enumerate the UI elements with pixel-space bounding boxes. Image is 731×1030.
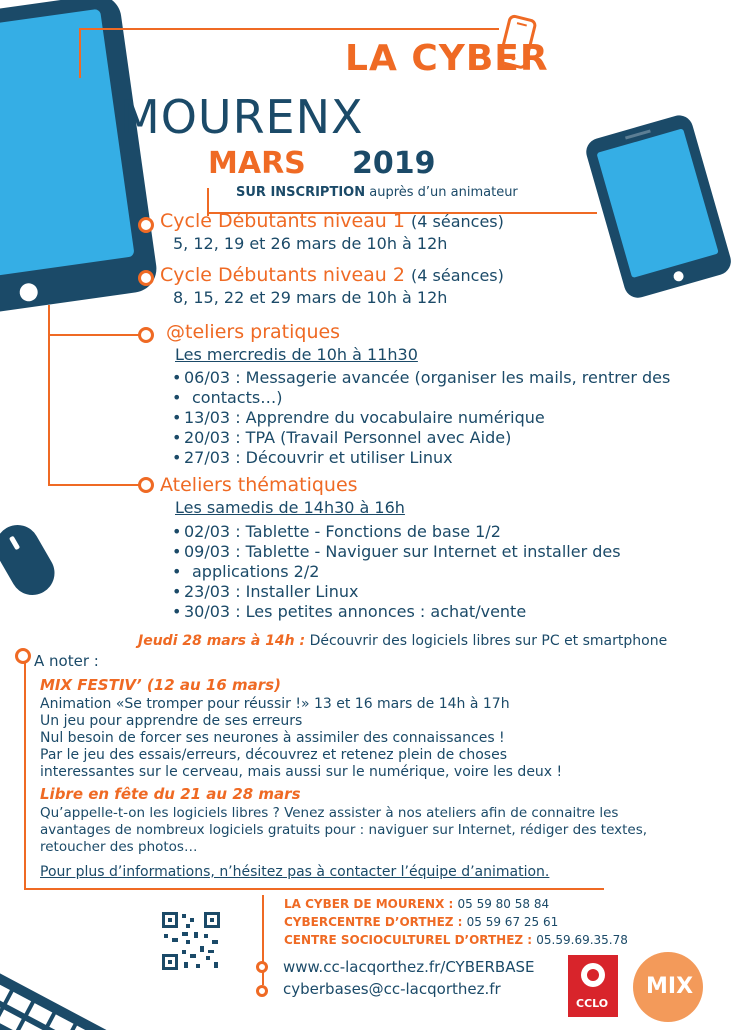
frame-line-top — [79, 28, 499, 30]
ateliers-thematiques-title: Ateliers thématiques — [160, 474, 358, 496]
contact-orthez-centre — [284, 933, 628, 947]
ateliers-pratiques-list — [172, 368, 731, 468]
contact-name: CYBERCENTRE D’ORTHEZ : — [284, 915, 463, 929]
libre-lines — [40, 805, 647, 856]
cclo-logo — [568, 955, 618, 1017]
jeudi-line — [138, 633, 667, 649]
cycle1-title: Cycle Débutants niveau 1 — [160, 210, 405, 232]
libre-line: retoucher des photos… — [40, 839, 198, 855]
list-item: • 23/03 : Installer Linux — [172, 582, 731, 602]
email-node — [256, 985, 268, 997]
list-item: • 13/03 : Apprendre du vocabulaire numérique — [172, 408, 731, 428]
contact-phone: 05 59 67 25 61 — [466, 915, 559, 929]
mix-title: MIX FESTIV’ (12 au 16 mars) — [40, 676, 281, 694]
mix-line: Un jeu pour apprendre de ses erreurs — [40, 713, 303, 729]
notes-label: A noter : — [34, 652, 99, 670]
smartphone-illustration-right — [585, 105, 731, 305]
jeudi-text: Découvrir des logiciels libres sur PC et smartphone — [309, 633, 668, 649]
mouse-illustration — [0, 515, 65, 605]
cycle1-note: (4 séances) — [411, 212, 504, 231]
list-item: • 02/03 : Tablette - Fonctions de base 1/2 — [172, 522, 731, 542]
ateliers-thematiques-subtitle: Les samedis de 14h30 à 16h — [175, 498, 405, 517]
libre-line: avantages de nombreux logiciels gratuits pour : naviguer sur Internet, rédiger des textes, — [40, 822, 648, 838]
contact-name: CENTRE SOCIOCULTUREL D’ORTHEZ : — [284, 933, 533, 947]
timeline-connector-ateliers — [48, 334, 140, 336]
mix-line: Nul besoin de forcer ses neurones à assimiler des connaissances ! — [40, 730, 505, 746]
timeline-node-cycle2 — [138, 270, 154, 286]
list-item: • 30/03 : Les petites annonces : achat/vente — [172, 602, 731, 622]
timeline-node-ateliers — [138, 327, 154, 343]
title-year: 2019 — [352, 146, 436, 181]
list-item: • applications 2/2 — [172, 562, 731, 582]
mix-line: interessantes sur le cerveau, mais aussi sur le numérique, voire les deux ! — [40, 764, 563, 780]
cycle2-title: Cycle Débutants niveau 2 — [160, 264, 405, 286]
cycle2-dates: 8, 15, 22 et 29 mars de 10h à 12h — [173, 288, 448, 307]
timeline-connector-thematiques — [48, 484, 140, 486]
mix-line: Par le jeu des essais/erreurs, découvrez et retenez plein de choses — [40, 747, 507, 763]
ateliers-thematiques-list — [172, 522, 731, 622]
cycle1-dates: 5, 12, 19 et 26 mars de 10h à 12h — [173, 234, 448, 253]
cycle2-note: (4 séances) — [411, 266, 504, 285]
libre-title: Libre en fête du 21 au 28 mars — [40, 785, 301, 803]
libre-line: Qu’appelle-t-on les logiciels libres ? Venez assister à nos ateliers afin de connaitre les — [40, 805, 619, 821]
notes-bottom-line — [24, 888, 604, 890]
frame-line-left-top — [79, 28, 81, 78]
cycle2-title-line — [160, 264, 504, 286]
more-info: Pour plus d’informations, n’hésitez pas à contacter l’équipe d’animation. — [40, 864, 550, 880]
jeudi-bold: Jeudi 28 mars à 14h : — [138, 633, 306, 649]
inscription-bold: SUR INSCRIPTION — [236, 185, 366, 200]
notes-vertical-line — [24, 660, 26, 890]
web-node — [256, 961, 268, 973]
contact-name: LA CYBER DE MOURENX : — [284, 897, 454, 911]
mix-lines — [40, 696, 562, 781]
title-month: MARS — [208, 146, 306, 181]
timeline-vertical — [48, 305, 50, 485]
cycle1-title-line — [160, 210, 504, 232]
ateliers-pratiques-title: @teliers pratiques — [166, 321, 341, 343]
cclo-logo-text: CCLO — [576, 997, 609, 1010]
list-item: • 20/03 : TPA (Travail Personnel avec Aide) — [172, 428, 731, 448]
email-link[interactable]: cyberbases@cc-lacqorthez.fr — [283, 980, 501, 998]
contact-phone: 05.59.69.35.78 — [536, 933, 628, 947]
title-cyber: LA CYBER — [345, 38, 549, 79]
ateliers-pratiques-subtitle: Les mercredis de 10h à 11h30 — [175, 345, 418, 364]
title-city: MOURENX — [120, 90, 364, 144]
inscription-line — [236, 185, 518, 200]
contact-phone: 05 59 80 58 84 — [457, 897, 550, 911]
qr-code — [160, 910, 222, 972]
list-item: • 09/03 : Tablette - Naviguer sur Internet et installer des — [172, 542, 731, 562]
mix-line: Animation «Se tromper pour réussir !» 13 et 16 mars de 14h à 17h — [40, 696, 510, 712]
mix-logo-text: MIX — [646, 974, 694, 999]
inscription-rest: auprès d’un animateur — [369, 185, 518, 200]
timeline-node-cycle1 — [138, 217, 154, 233]
list-item: • contacts…) — [172, 388, 731, 408]
list-item: • 06/03 : Messagerie avancée (organiser les mails, rentrer des — [172, 368, 731, 388]
contact-mourenx — [284, 897, 549, 911]
contact-orthez-cyber — [284, 915, 558, 929]
mix-logo — [633, 952, 703, 1022]
website-link[interactable]: www.cc-lacqorthez.fr/CYBERBASE — [283, 958, 535, 976]
timeline-node-notes — [15, 648, 31, 664]
list-item: • 27/03 : Découvrir et utiliser Linux — [172, 448, 731, 468]
timeline-node-thematiques — [138, 477, 154, 493]
